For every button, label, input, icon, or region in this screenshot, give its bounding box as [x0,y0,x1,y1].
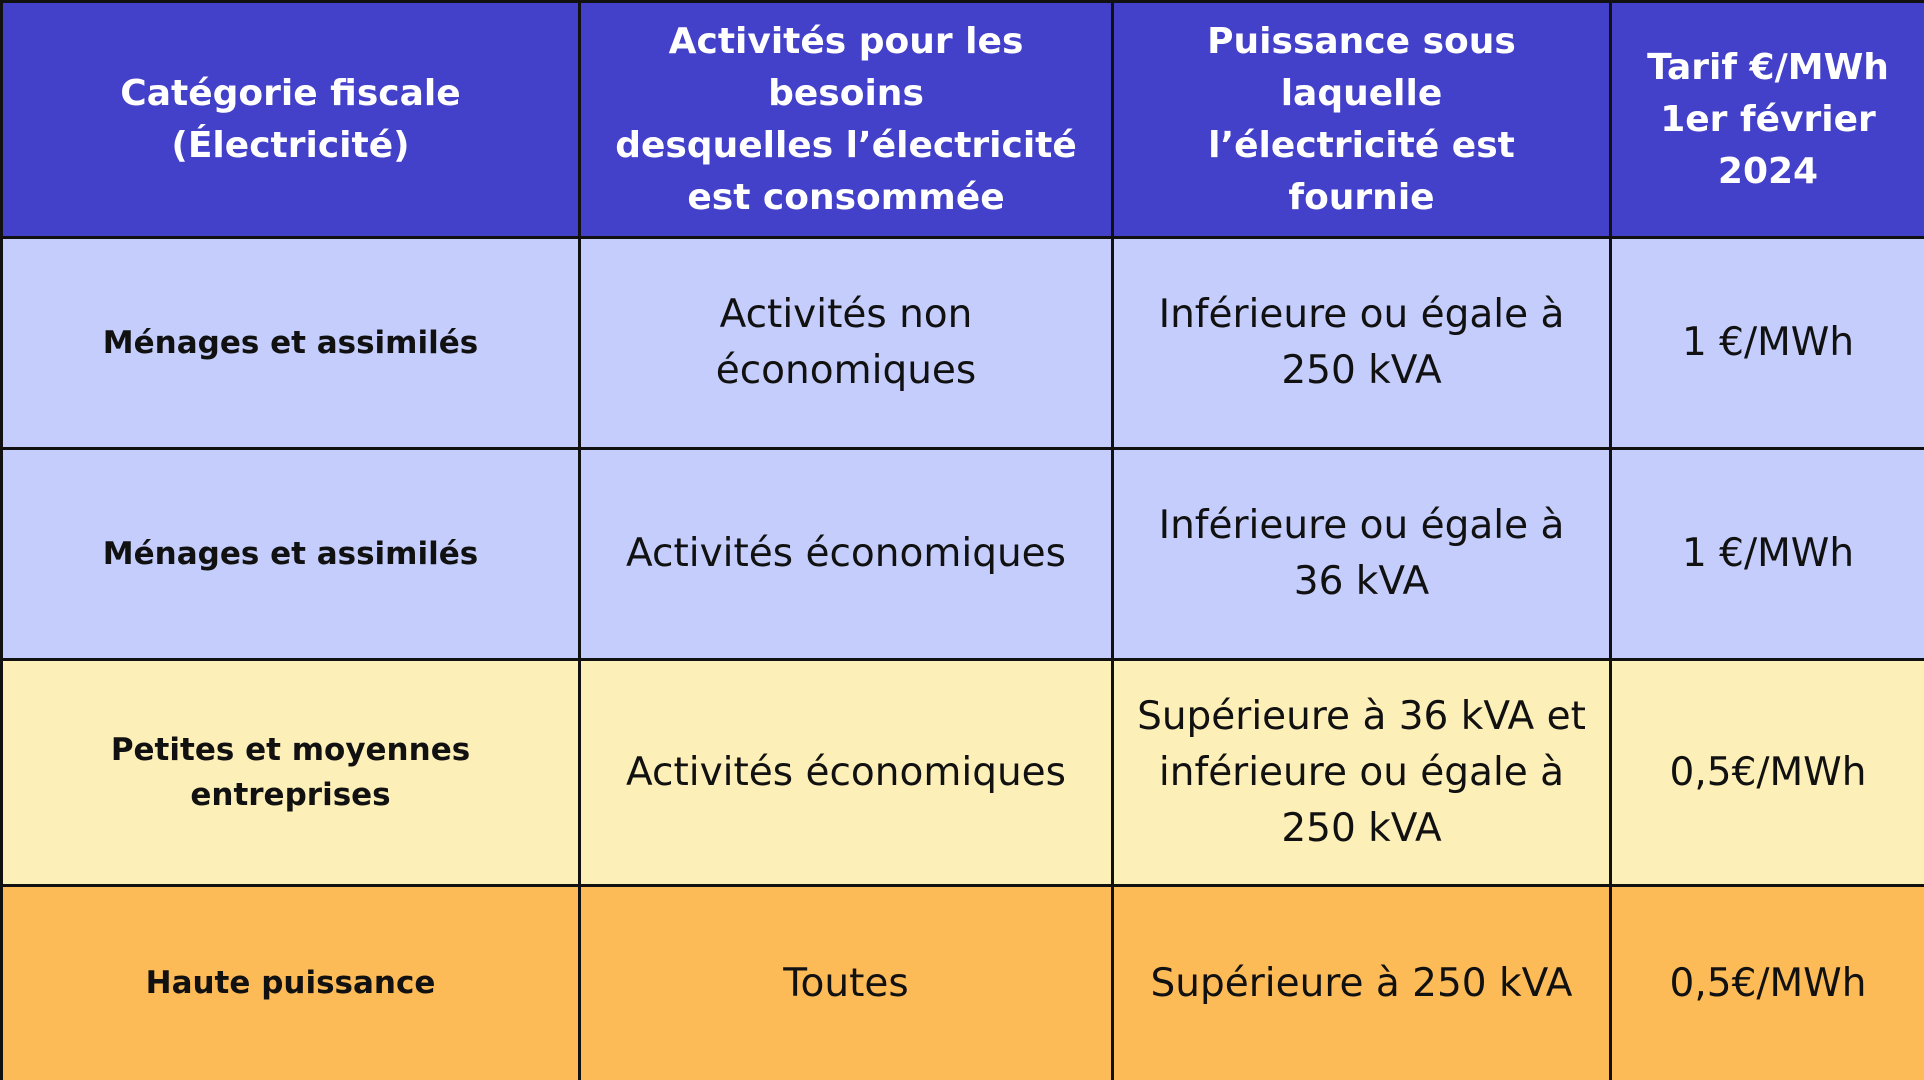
cell-categorie [2,449,580,660]
cell-categorie [2,886,580,1080]
table-body [2,238,1924,1080]
cell-tarif-text: 0,5€/MWh [1669,960,1867,1006]
cell-categorie-text: Ménages et assimilés [102,324,479,361]
cell-puissance-text: Supérieure à 36 kVA et inférieure ou égale à 250 kVA [1137,693,1586,851]
cell-categorie [2,660,580,886]
header-activites [580,2,1113,238]
cell-tarif [1611,238,1924,449]
header-row [2,2,1924,238]
table-row [2,238,1924,449]
cell-puissance [1113,449,1611,660]
cell-tarif-text: 1 €/MWh [1681,320,1855,365]
header-categorie-fiscale-text: Catégorie fiscale (Électricité) [120,72,461,166]
cell-categorie [2,238,580,449]
cell-puissance [1113,886,1611,1080]
table-row [2,449,1924,660]
cell-activites [580,449,1113,660]
cell-categorie-text: Petites et moyennes entreprises [110,731,471,813]
header-activites-text: Activités pour les besoins desquelles l’électricité est consommée [615,20,1077,218]
table-row [2,886,1924,1080]
cell-activites-text: Toutes [783,960,909,1006]
cell-activites [580,238,1113,449]
cell-puissance [1113,238,1611,449]
cell-tarif [1611,660,1924,886]
header-categorie-fiscale [2,2,580,238]
cell-activites-text: Activités économiques [626,749,1066,795]
cell-activites [580,886,1113,1080]
header-puissance [1113,2,1611,238]
cell-activites-text: Activités économiques [626,531,1066,576]
cell-tarif-text: 0,5€/MWh [1669,749,1867,795]
cell-activites-text: Activités non économiques [715,292,977,393]
cell-categorie-text: Ménages et assimilés [102,535,479,572]
cell-puissance-text: Inférieure ou égale à 36 kVA [1158,503,1565,604]
header-tarif [1611,2,1924,238]
header-tarif-text: Tarif €/MWh 1er février 2024 [1647,46,1889,192]
cell-puissance-text: Inférieure ou égale à 250 kVA [1158,292,1565,393]
cell-puissance-text: Supérieure à 250 kVA [1150,960,1573,1006]
cell-tarif [1611,449,1924,660]
cell-activites [580,660,1113,886]
table-row [2,660,1924,886]
header-puissance-text: Puissance sous laquelle l’électricité est fournie [1207,20,1516,218]
cell-tarif [1611,886,1924,1080]
cell-tarif-text: 1 €/MWh [1681,531,1855,576]
cell-puissance [1113,660,1611,886]
cell-categorie-text: Haute puissance [145,965,436,1001]
table-header [2,2,1924,238]
